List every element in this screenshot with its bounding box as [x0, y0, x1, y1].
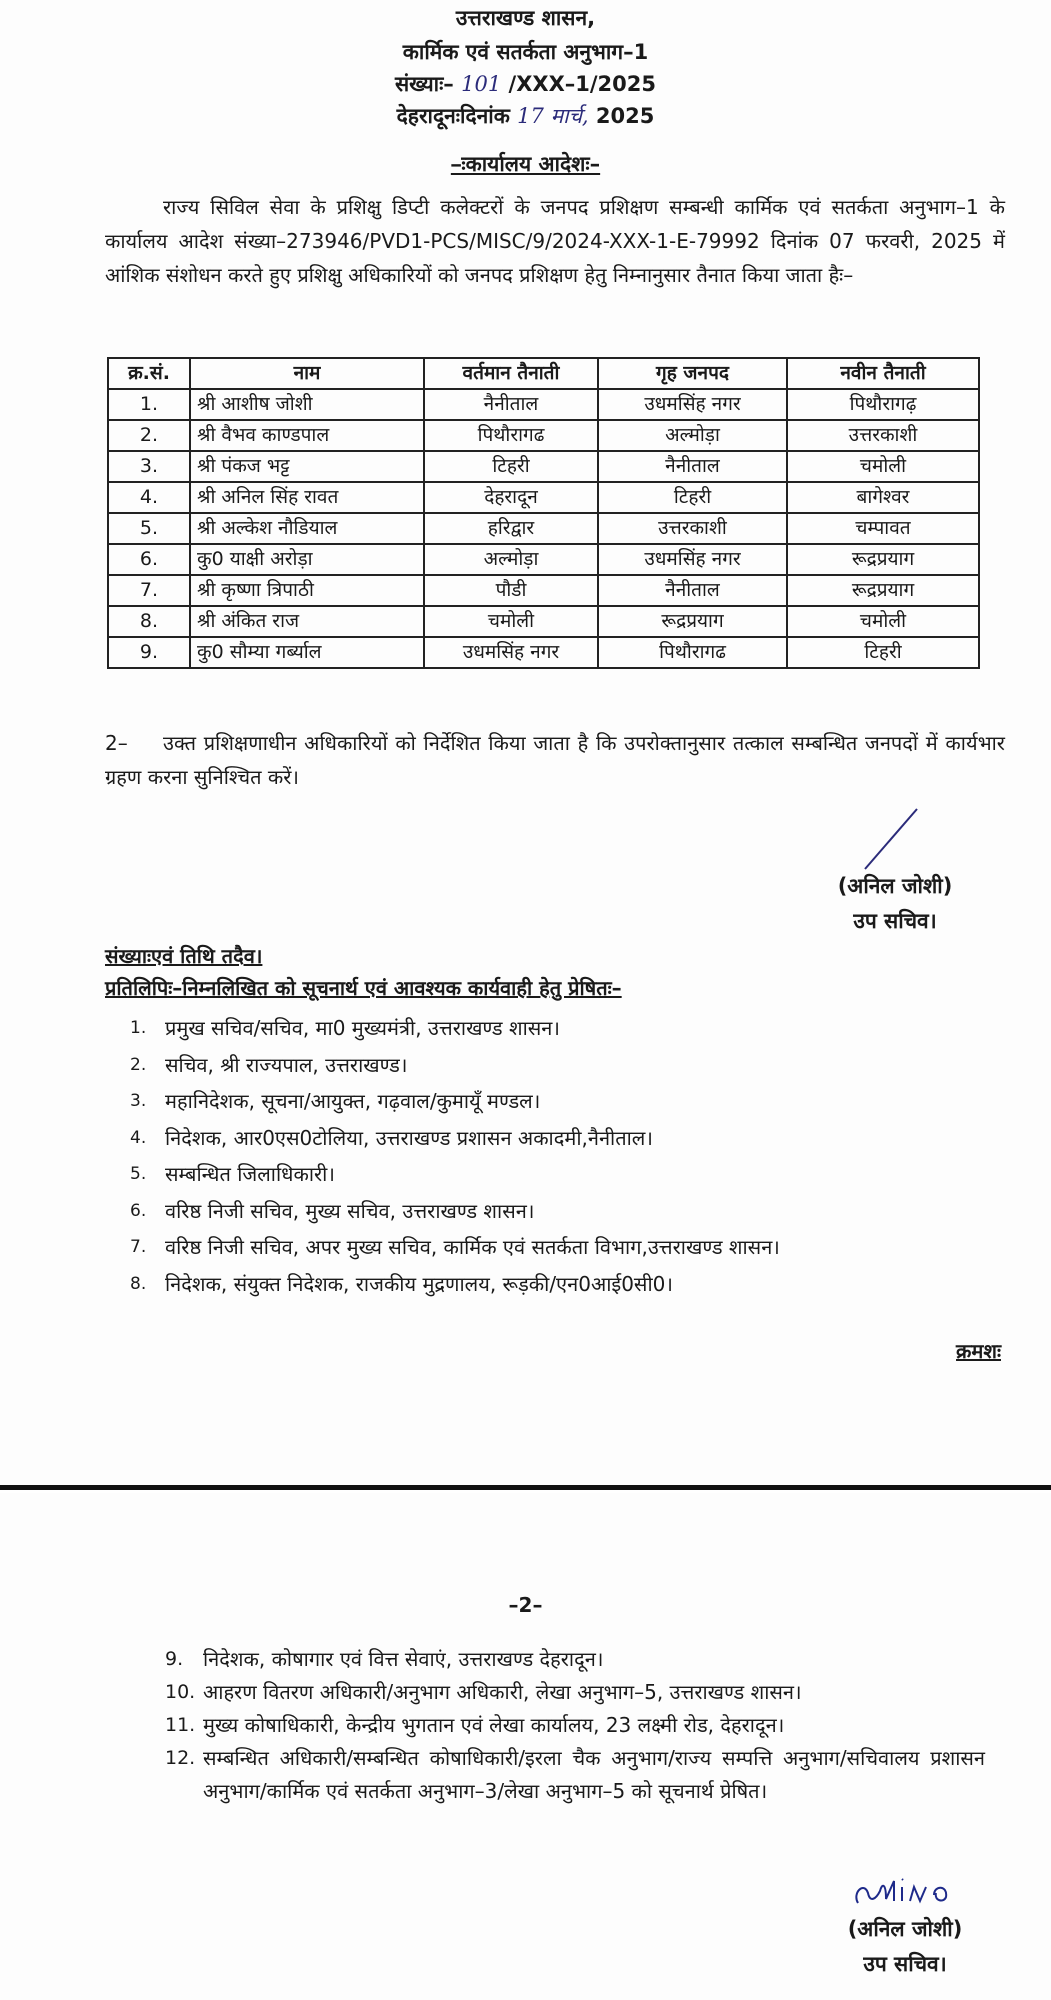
cell-new-posting: बागेश्वर — [787, 482, 979, 513]
signature-mark-2 — [850, 1873, 970, 1918]
cell-home-district: रूद्रप्रयाग — [598, 606, 787, 637]
signature-1-name: (अनिल जोशी) — [837, 874, 953, 898]
cell-serial: 2. — [108, 420, 190, 451]
cell-new-posting: पिथौरागढ़ — [787, 389, 979, 420]
table-row — [108, 513, 979, 544]
cell-home-district: उधमसिंह नगर — [598, 544, 787, 575]
cell-serial: 8. — [108, 606, 190, 637]
signature-2-name: (अनिल जोशी) — [847, 1917, 963, 1941]
cell-name: कु0 याक्षी अरोड़ा — [190, 544, 424, 575]
order-title: –ःकार्यालय आदेशः– — [450, 152, 601, 176]
table-row — [108, 420, 979, 451]
cell-serial: 3. — [108, 451, 190, 482]
cell-home-district: पिथौरागढ — [598, 637, 787, 668]
page-number: –2– — [508, 1593, 543, 1617]
header-date: देहरादूनःदिनांक 17 मार्च, 2025 — [396, 104, 655, 128]
list-item: 8. निदेशक, संयुक्त निदेशक, राजकीय मुद्रणालय, रूड़की/एन0आई0सी0। — [130, 1271, 673, 1296]
intro-paragraph: राज्य सिविल सेवा के प्रशिक्षु डिप्टी कलेक्टरों के जनपद प्रशिक्षण सम्बन्धी कार्मिक एवं सतर्कता अनुभाग–1 के कार्यालय आदेश संख्या–273946/PVD1-PCS/MISC/9/2024-XXX-1-E-79992 दिनांक 07 फरवरी, 2025 में आंशिक संशोधन करते हुए प्रशिक्षु अधिकारियों को जनपद प्रशिक्षण हेतु निम्नानुसार तैनात किया जाता हैः– — [105, 195, 1005, 287]
table-row — [108, 637, 979, 668]
header-home-district: गृह जनपद — [598, 358, 787, 389]
copy-list-page-1 — [130, 1010, 1010, 1302]
table-row — [108, 575, 979, 606]
table-row — [108, 451, 979, 482]
signature-2-designation: उप सचिव। — [863, 1952, 947, 1976]
cell-serial: 7. — [108, 575, 190, 606]
table-row — [108, 544, 979, 575]
cell-current-posting: अल्मोड़ा — [424, 544, 598, 575]
list-item: 1. प्रमुख सचिव/सचिव, मा0 मुख्यमंत्री, उत्तराखण्ड शासन। — [130, 1016, 560, 1040]
cell-current-posting: पौडी — [424, 575, 598, 606]
cell-serial: 6. — [108, 544, 190, 575]
cell-current-posting: देहरादून — [424, 482, 598, 513]
list-item: 2. सचिव, श्री राज्यपाल, उत्तराखण्ड। — [130, 1052, 408, 1077]
cell-name: श्री अनिल सिंह रावत — [190, 482, 424, 513]
cell-new-posting: चमोली — [787, 606, 979, 637]
list-item: 12. सम्बन्धित अधिकारी/सम्बन्धित कोषाधिकारी/इरला चैक अनुभाग/राज्य सम्पत्ति अनुभाग/सचिवालय प्रशासन अनुभाग/कार्मिक एवं सतर्कता अनुभाग–3/लेखा अनुभाग–5 को सूचनार्थ प्रेषित। — [165, 1746, 985, 1803]
cell-new-posting: टिहरी — [787, 637, 979, 668]
header-serial: क्र.सं. — [108, 358, 190, 389]
cell-home-district: उधमसिंह नगर — [598, 389, 787, 420]
table-row — [108, 389, 979, 420]
cell-name: श्री पंकज भट्ट — [190, 451, 424, 482]
cell-home-district: अल्मोड़ा — [598, 420, 787, 451]
list-item: 7. वरिष्ठ निजी सचिव, अपर मुख्य सचिव, कार्मिक एवं सतर्कता विभाग,उत्तराखण्ड शासन। — [130, 1235, 780, 1259]
cell-current-posting: चमोली — [424, 606, 598, 637]
paragraph-2-number: 2– — [105, 731, 128, 755]
cell-home-district: टिहरी — [598, 482, 787, 513]
cell-name: श्री कृष्णा त्रिपाठी — [190, 575, 424, 606]
cell-name: श्री अल्केश नौडियाल — [190, 513, 424, 544]
cell-serial: 1. — [108, 389, 190, 420]
cell-name: कु0 सौम्या गर्ब्याल — [190, 637, 424, 668]
copy-number-date: संख्याःएवं तिथि तदैव। — [105, 944, 263, 968]
header-current-posting: वर्तमान तैनाती — [424, 358, 598, 389]
header-department: कार्मिक एवं सतर्कता अनुभाग–1 — [402, 40, 649, 64]
cell-serial: 4. — [108, 482, 190, 513]
continued-label: क्रमशः — [956, 1339, 1001, 1363]
table-row — [108, 482, 979, 513]
cell-current-posting: हरिद्वार — [424, 513, 598, 544]
list-item: 10. आहरण वितरण अधिकारी/अनुभाग अधिकारी, लेखा अनुभाग–5, उत्तराखण्ड शासन। — [165, 1680, 802, 1704]
posting-table — [107, 357, 980, 669]
list-item: 11. मुख्य कोषाधिकारी, केन्द्रीय भुगतान एवं लेखा कार्यालय, 23 लक्ष्मी रोड, देहरादून। — [165, 1713, 785, 1737]
cell-name: श्री वैभव काण्डपाल — [190, 420, 424, 451]
header-new-posting: नवीन तैनाती — [787, 358, 979, 389]
handwritten-date: 17 मार्च, — [517, 104, 589, 128]
list-item: 4. निदेशक, आर0एस0टोलिया, उत्तराखण्ड प्रशासन अकादमी,नैनीताल। — [130, 1125, 653, 1150]
copy-list-page-2 — [165, 1643, 985, 1808]
paragraph-2: 2– उक्त प्रशिक्षणाधीन अधिकारियों को निर्देशित किया जाता है कि उपरोक्तानुसार तत्काल सम्बन्धित जनपदों में कार्यभार ग्रहण करना सुनिश्चित करें। — [105, 726, 1005, 794]
list-item: 6. वरिष्ठ निजी सचिव, मुख्य सचिव, उत्तराखण्ड शासन। — [130, 1198, 535, 1223]
cell-current-posting: उधमसिंह नगर — [424, 637, 598, 668]
cell-home-district: उत्तरकाशी — [598, 513, 787, 544]
header-government: उत्तराखण्ड शासन, — [455, 6, 596, 30]
table-row — [108, 606, 979, 637]
cell-serial: 5. — [108, 513, 190, 544]
page-divider — [0, 1485, 1051, 1490]
cell-home-district: नैनीताल — [598, 451, 787, 482]
copy-heading: प्रतिलिपिः–निम्नलिखित को सूचनार्थ एवं आवश्यक कार्यवाही हेतु प्रेषितः– — [105, 976, 622, 1000]
list-item: 9. निदेशक, कोषागार एवं वित्त सेवाएं, उत्तराखण्ड देहरादून। — [165, 1647, 604, 1671]
cell-current-posting: नैनीताल — [424, 389, 598, 420]
table-header-row — [108, 358, 979, 389]
handwritten-number: 101 — [461, 72, 502, 96]
cell-new-posting: रूद्रप्रयाग — [787, 575, 979, 606]
header-order-number: संख्याः– 101 /XXX–1/2025 — [394, 72, 657, 96]
cell-current-posting: पिथौरागढ — [424, 420, 598, 451]
document-page-2 — [0, 1493, 1051, 2000]
signature-mark — [855, 805, 925, 875]
list-item: 3. महानिदेशक, सूचना/आयुक्त, गढ़वाल/कुमायूँ मण्डल। — [130, 1089, 541, 1113]
list-item: 5. सम्बन्धित जिलाधिकारी। — [130, 1162, 335, 1186]
cell-new-posting: रूद्रप्रयाग — [787, 544, 979, 575]
cell-new-posting: चम्पावत — [787, 513, 979, 544]
cell-serial: 9. — [108, 637, 190, 668]
cell-new-posting: चमोली — [787, 451, 979, 482]
cell-name: श्री अंकित राज — [190, 606, 424, 637]
cell-new-posting: उत्तरकाशी — [787, 420, 979, 451]
signature-1-designation: उप सचिव। — [853, 909, 937, 933]
cell-name: श्री आशीष जोशी — [190, 389, 424, 420]
header-name: नाम — [190, 358, 424, 389]
cell-home-district: नैनीताल — [598, 575, 787, 606]
cell-current-posting: टिहरी — [424, 451, 598, 482]
